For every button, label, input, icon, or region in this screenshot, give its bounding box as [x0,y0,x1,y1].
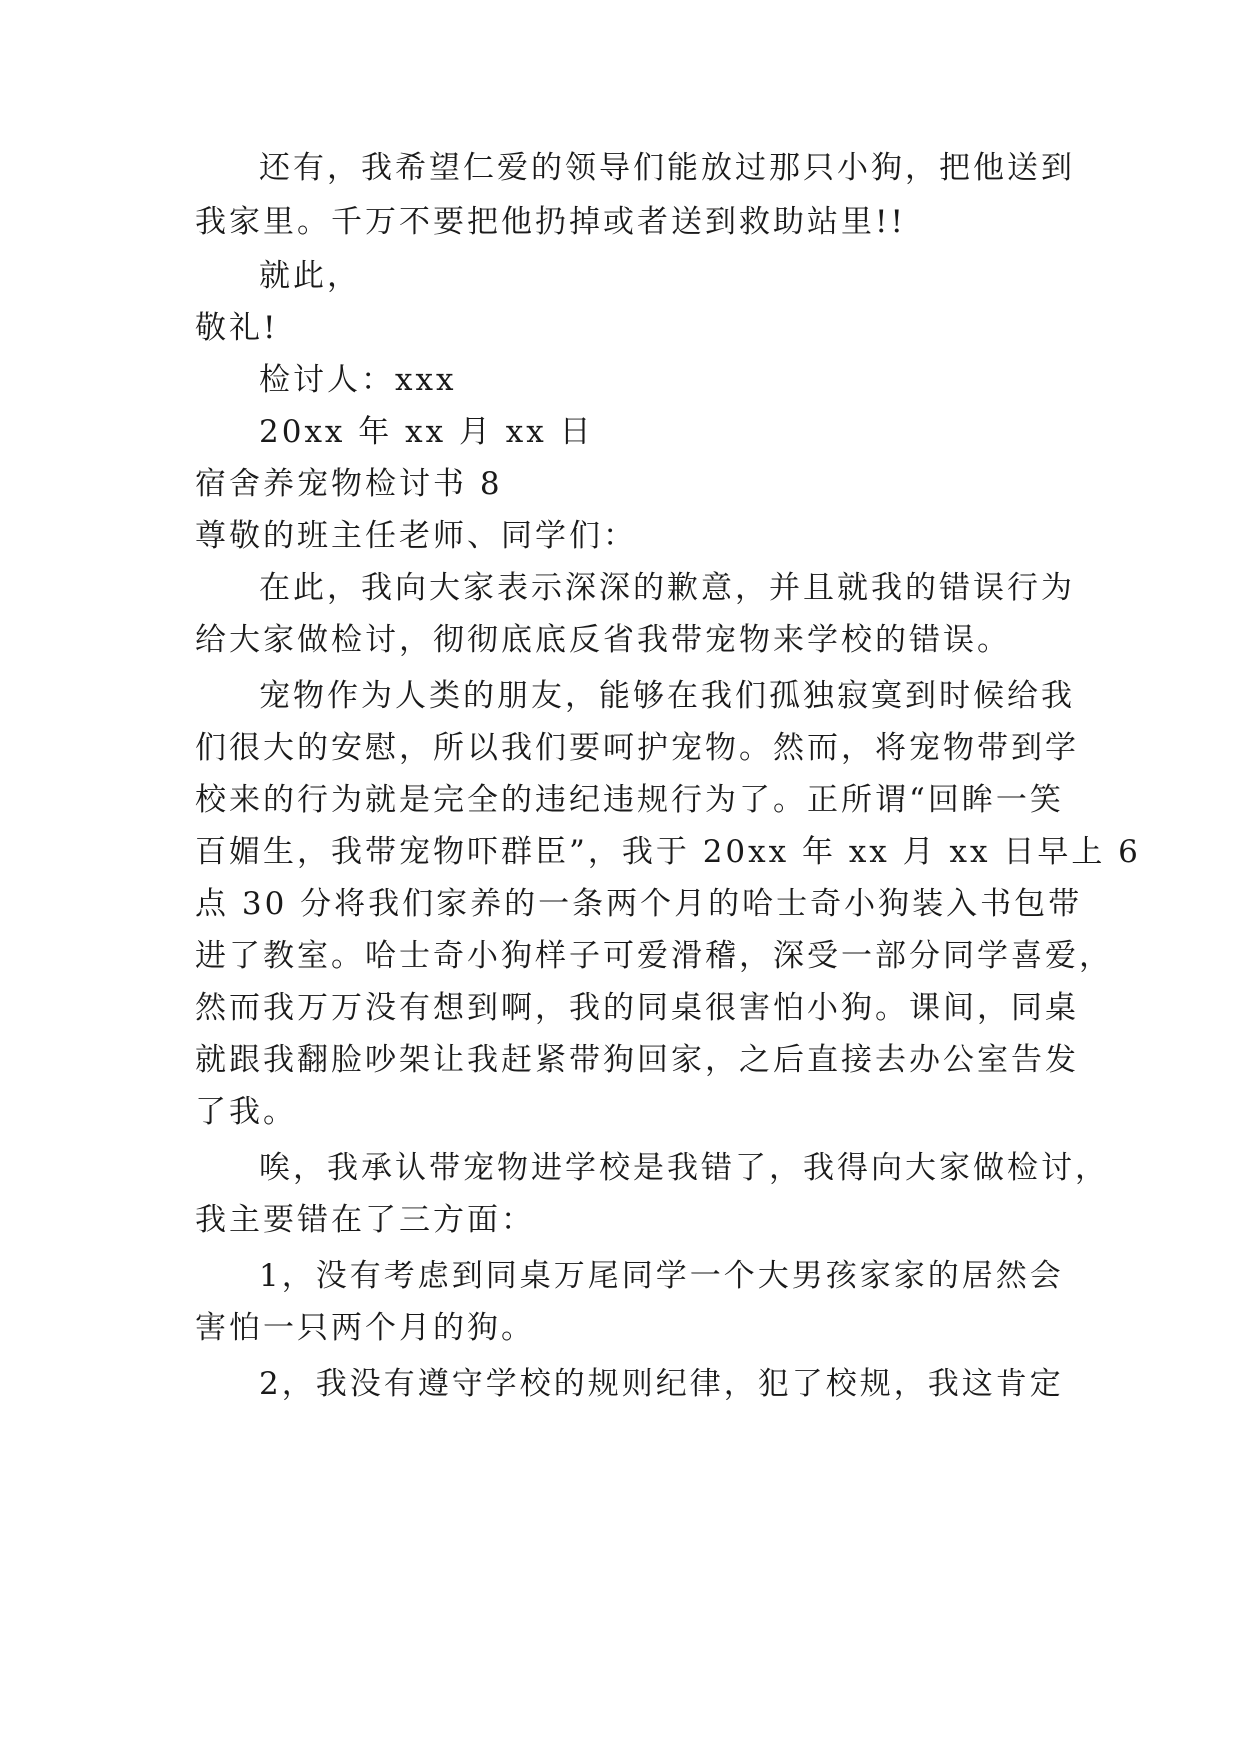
text-line: 就跟我翻脸吵架让我赶紧带狗回家，之后直接去办公室告发 [195,1042,1079,1078]
text-line: 了我。 [195,1094,297,1130]
text-line: 就此， [259,258,361,294]
section-title: 宿舍养宠物检讨书 8 [195,466,503,502]
text-line: 宠物作为人类的朋友，能够在我们孤独寂寞到时候给我 [259,678,1075,714]
text-line: 在此，我向大家表示深深的歉意，并且就我的错误行为 [259,570,1075,606]
text-line: 进了教室。哈士奇小狗样子可爱滑稽，深受一部分同学喜爱， [195,938,1113,974]
salutation: 尊敬的班主任老师、同学们： [195,518,637,554]
text-line: 然而我万万没有想到啊，我的同桌很害怕小狗。课间，同桌 [195,990,1079,1026]
text-line: 给大家做检讨，彻彻底底反省我带宠物来学校的错误。 [195,622,1011,658]
text-line: 检讨人：xxx [259,362,457,398]
text-line: 唉，我承认带宠物进学校是我错了，我得向大家做检讨， [259,1150,1109,1186]
text-line: 我家里。千万不要把他扔掉或者送到救助站里!! [195,204,906,240]
list-item: 1，没有考虑到同桌万尾同学一个大男孩家家的居然会 [259,1258,1064,1294]
text-line: 还有，我希望仁爱的领导们能放过那只小狗，把他送到 [259,150,1075,186]
text-line: 百媚生，我带宠物吓群臣”，我于 20xx 年 xx 月 xx 日早上 6 [195,834,1141,870]
text-line: 我主要错在了三方面： [195,1202,535,1238]
date-line: 20xx 年 xx 月 xx 日 [259,414,594,450]
text-line: 校来的行为就是完全的违纪违规行为了。正所谓“回眸一笑 [195,782,1064,818]
list-item: 2，我没有遵守学校的规则纪律，犯了校规，我这肯定 [259,1366,1064,1402]
text-line: 们很大的安慰，所以我们要呵护宠物。然而，将宠物带到学 [195,730,1079,766]
text-line: 害怕一只两个月的狗。 [195,1310,535,1346]
text-line: 点 30 分将我们家养的一条两个月的哈士奇小狗装入书包带 [195,886,1083,922]
text-line: 敬礼! [195,310,279,346]
